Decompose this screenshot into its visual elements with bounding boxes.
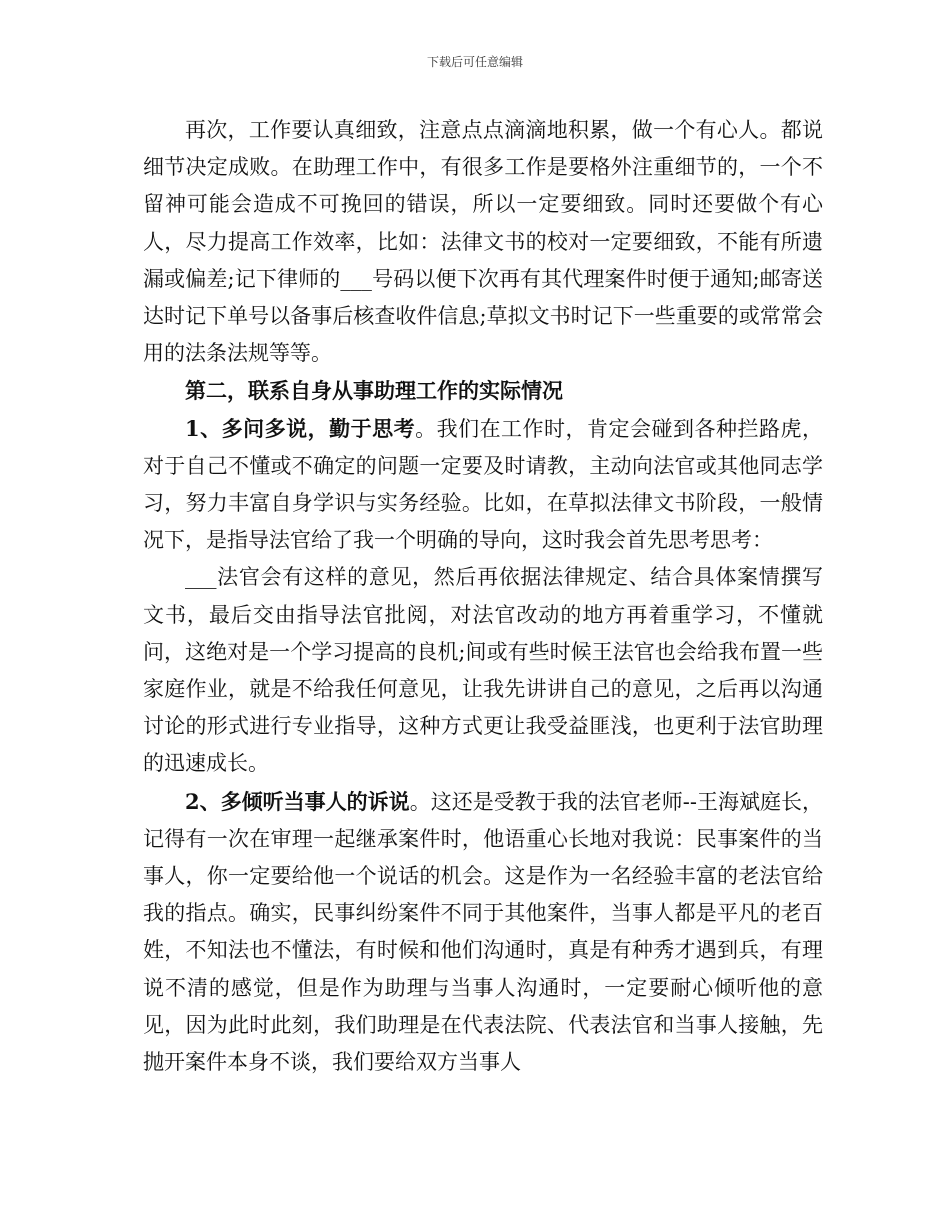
- paragraph-ask-and-think: [143, 410, 823, 560]
- paragraph-lead-phrase: 2、多倾听当事人的诉说: [185, 788, 410, 814]
- section-heading: 第二，联系自身从事助理工作的实际情况: [185, 378, 563, 404]
- page-header: 下载后可任意编辑: [426, 55, 523, 69]
- paragraph-text: 。我们在工作时，肯定会碰到各种拦路虎，对于自己不懂或不确定的问题一定要及时请教，主动向法官或其他同志学习，努力丰富自身学识与实务经验。比如，在草拟法律文书阶段，一般情况下，是指导法官给了我一个明确的导向，这时我会首先思考思考：: [143, 416, 823, 553]
- paragraph-judge-guidance: ___法官会有这样的意见，然后再依据法律规定、结合具体案情撰写文书，最后交由指导法官批阅，对法官改动的地方再着重学习，不懂就问，这绝对是一个学习提高的良机;间或有些时候王法官也会给我布置一些家庭作业，就是不给我任何意见，让我先讲讲自己的意见，之后再以沟通讨论的形式进行专业指导，这种方式更让我受益匪浅，也更利于法官助理的迅速成长。: [143, 565, 823, 776]
- paragraph-listen-to-parties: [143, 783, 823, 1082]
- document-body: [143, 112, 823, 1081]
- paragraph-lead-phrase: 1、多问多说，勤于思考: [185, 415, 416, 441]
- paragraph-attention-to-detail: 再次，工作要认真细致，注意点点滴滴地积累，做一个有心人。都说细节决定成败。在助理工作中，有很多工作是要格外注重细节的，一个不留神可能会造成不可挽回的错误，所以一定要细致。同时还要做个有心人，尽力提高工作效率，比如：法律文书的校对一定要细致，不能有所遗漏或偏差;记下律师的___号码以便下次再有其代理案件时便于通知;邮寄送达时记下单号以备事后核查收件信息;草拟文书时记下一些重要的或常常会用的法条法规等等。: [143, 118, 823, 366]
- paragraph-text: 。这还是受教于我的法官老师--王海斌庭长，记得有一次在审理一起继承案件时，他语重心长地对我说：民事案件的当事人，你一定要给他一个说话的机会。这是作为一名经验丰富的老法官给我的指点。确实，民事纠纷案件不同于其他案件，当事人都是平凡的老百姓，不知法也不懂法，有时候和他们沟通时，真是有种秀才遇到兵，有理说不清的感觉，但是作为助理与当事人沟通时，一定要耐心倾听他的意见，因为此时此刻，我们助理是在代表法院、代表法官和当事人接触，先抛开案件本身不谈，我们要给双方当事人: [143, 789, 823, 1075]
